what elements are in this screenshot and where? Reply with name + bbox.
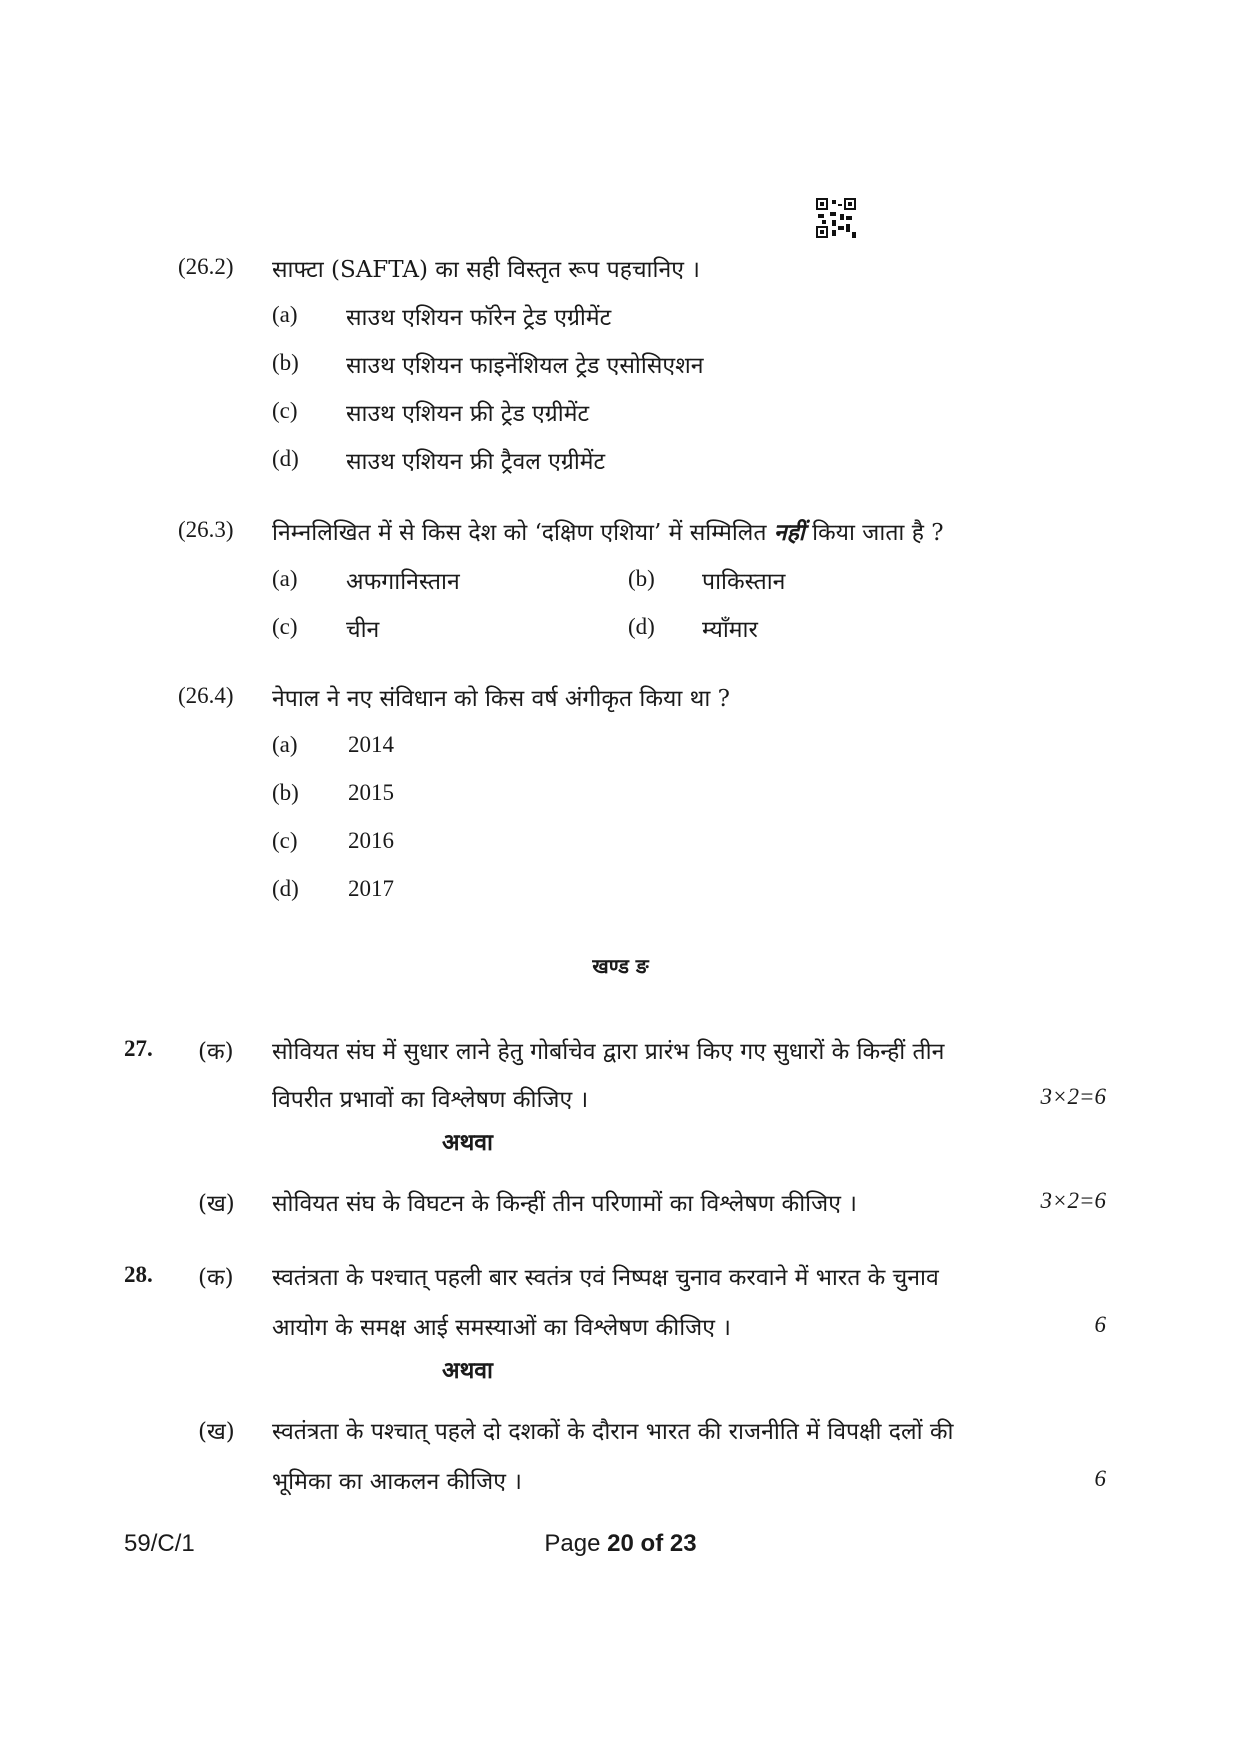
option-text: म्याँमार [702, 617, 758, 643]
emphasis-text: नहीं [773, 519, 805, 546]
option-text: अफगानिस्तान [346, 569, 460, 595]
question-number: (26.4) [178, 683, 234, 708]
option-text: 2017 [348, 876, 394, 901]
option-label: (d) [272, 446, 299, 471]
option-label: (d) [628, 614, 655, 639]
option-label: (b) [272, 780, 299, 805]
question-text: सोवियत संघ के विघटन के किन्हीं तीन परिणामों का विश्लेषण कीजिए । [272, 1191, 857, 1217]
question-text: सोवियत संघ में सुधार लाने हेतु गोर्बाचेव द्वारा प्रारंभ किए गए सुधारों के किन्हीं तीन [272, 1039, 945, 1065]
page-total: 23 [669, 1530, 697, 1557]
option-label: (b) [272, 350, 299, 375]
option-text: चीन [346, 617, 380, 643]
page-number: 20 [607, 1530, 634, 1557]
option-label: (a) [272, 732, 298, 757]
question-text-part: निम्नलिखित में से किस देश को ‘दक्षिण एशिया’ में सम्मिलित [272, 520, 767, 546]
page-of: of [640, 1530, 664, 1557]
marks: 3×2=6 [1040, 1188, 1106, 1213]
or-label: अथवा [442, 1357, 494, 1384]
page-prefix: Page [544, 1530, 601, 1557]
option-label: (a) [272, 566, 298, 591]
question-number: (26.3) [178, 517, 234, 542]
marks: 3×2=6 [1040, 1084, 1106, 1109]
question-text: नेपाल ने नए संविधान को किस वर्ष अंगीकृत किया था ? [272, 686, 730, 712]
option-text: साउथ एशियन फाइनेंशियल ट्रेड एसोसिएशन [346, 353, 704, 379]
question-number: (26.2) [178, 254, 234, 279]
question-text: स्वतंत्रता के पश्चात् पहले दो दशकों के दौरान भारत की राजनीति में विपक्षी दलों की [272, 1419, 954, 1445]
or-label: अथवा [442, 1129, 494, 1156]
question-text: साफ्टा (SAFTA) का सही विस्तृत रूप पहचानिए । [272, 257, 700, 283]
option-label: (b) [628, 566, 655, 591]
question-text: विपरीत प्रभावों का विश्लेषण कीजिए । [272, 1087, 589, 1113]
option-text: पाकिस्तान [702, 569, 786, 595]
option-label: (d) [272, 876, 299, 901]
part-label: (ख) [198, 1419, 235, 1445]
option-text: साउथ एशियन फ्री ट्रेड एग्रीमेंट [346, 401, 590, 427]
section-title: खण्ड ङ [592, 954, 649, 978]
option-label: (a) [272, 302, 298, 327]
question-text: स्वतंत्रता के पश्चात् पहली बार स्वतंत्र एवं निष्पक्ष चुनाव करवाने में भारत के चुनाव [272, 1265, 939, 1291]
option-label: (c) [272, 828, 298, 853]
option-text: साउथ एशियन फ्री ट्रैवल एग्रीमेंट [346, 449, 606, 475]
part-label: (क) [198, 1265, 234, 1291]
option-text: 2014 [348, 732, 394, 757]
question-number: 28. [124, 1262, 153, 1287]
option-text: साउथ एशियन फॉरेन ट्रेड एग्रीमेंट [346, 305, 612, 331]
question-number: 27. [124, 1036, 153, 1061]
page-indicator [0, 1530, 1241, 1558]
marks: 6 [1094, 1312, 1106, 1337]
question-text: भूमिका का आकलन कीजिए । [272, 1469, 522, 1495]
question-text: आयोग के समक्ष आई समस्याओं का विश्लेषण कीजिए । [272, 1315, 731, 1341]
option-label: (c) [272, 398, 298, 423]
part-label: (क) [198, 1039, 234, 1065]
paper-code: 59/C/1 [124, 1530, 195, 1557]
option-text: 2016 [348, 828, 394, 853]
marks: 6 [1094, 1466, 1106, 1491]
option-text: 2015 [348, 780, 394, 805]
question-text [272, 515, 944, 547]
question-text-part: किया जाता है ? [812, 520, 944, 546]
option-label: (c) [272, 614, 298, 639]
qr-code-icon [816, 198, 856, 238]
part-label: (ख) [198, 1191, 235, 1217]
